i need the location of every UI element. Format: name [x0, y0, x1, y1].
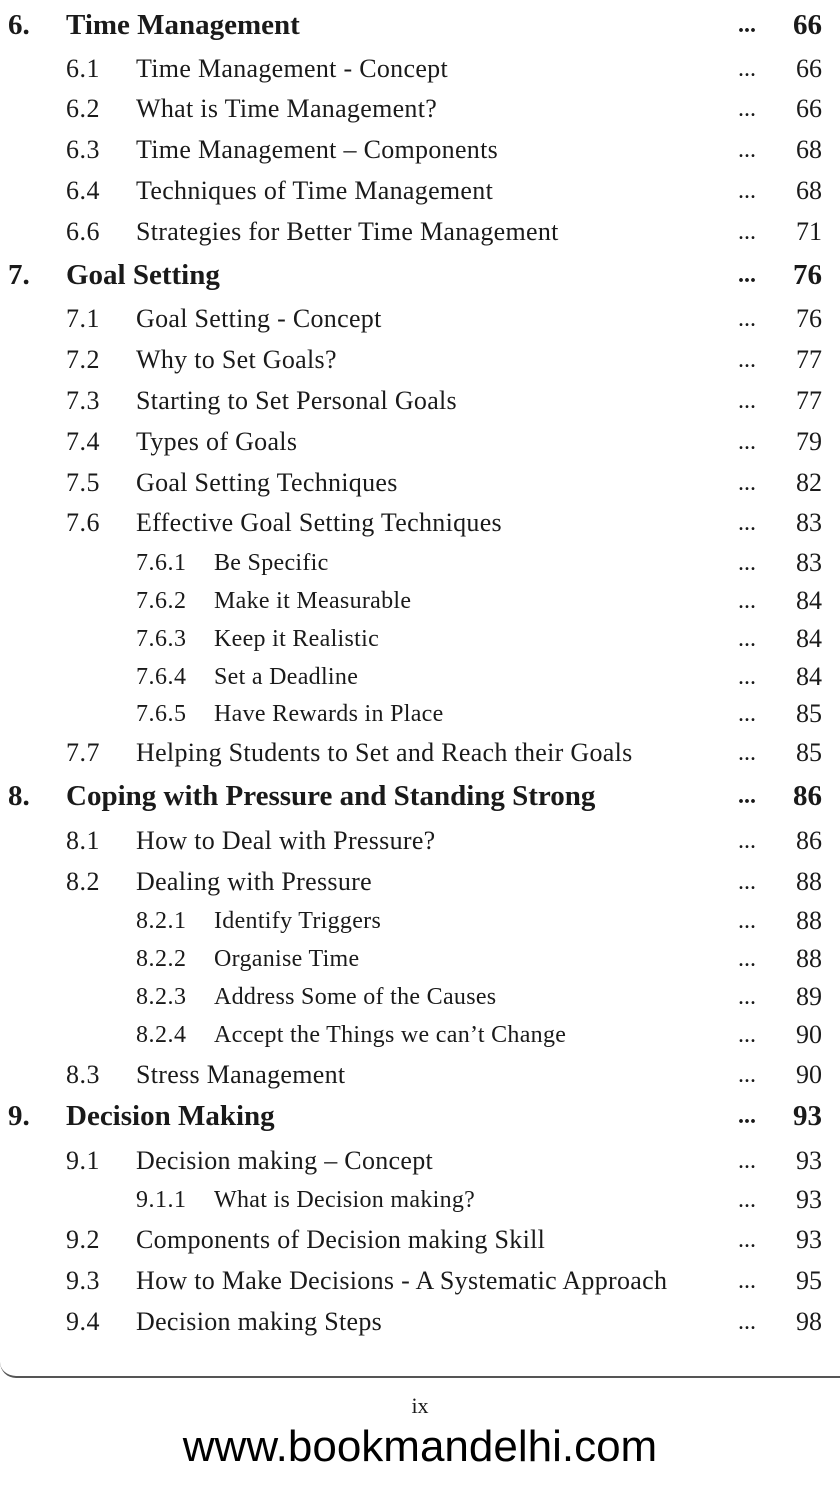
section-number: 9.3	[66, 1266, 100, 1295]
section-page: 77	[796, 345, 822, 374]
dot-leader: ...	[738, 740, 756, 766]
section-number: 6.3	[66, 135, 100, 164]
section-page: 83	[796, 508, 822, 537]
subsection-title: Set a Deadline	[214, 664, 359, 690]
dot-leader: ...	[738, 1103, 756, 1129]
chapter-title: Goal Setting	[66, 259, 220, 291]
section-entry	[0, 1302, 840, 1342]
subsection-number: 8.2.3	[136, 984, 187, 1010]
subsection-page: 88	[796, 906, 822, 935]
section-page: 93	[796, 1225, 822, 1254]
website-watermark: www.bookmandelhi.com	[182, 1422, 658, 1471]
section-number: 7.2	[66, 345, 100, 374]
subsection-number: 8.2.1	[136, 908, 187, 934]
section-title: How to Deal with Pressure?	[136, 826, 436, 855]
section-number: 6.6	[66, 217, 100, 246]
section-page: 82	[796, 468, 822, 497]
chapter-number: 8.	[8, 780, 30, 812]
section-entry	[0, 212, 840, 252]
section-title: Time Management – Components	[136, 135, 499, 164]
section-page: 79	[796, 427, 822, 456]
dot-leader: ...	[738, 869, 756, 895]
section-title: Decision making Steps	[136, 1307, 383, 1336]
section-page: 85	[796, 738, 822, 767]
section-page: 95	[796, 1266, 822, 1295]
section-number: 7.6	[66, 508, 100, 537]
section-entry	[0, 130, 840, 170]
chapter-title: Coping with Pressure and Standing Strong	[66, 780, 596, 812]
section-page: 98	[796, 1307, 822, 1336]
section-entry	[0, 1141, 840, 1181]
dot-leader: ...	[738, 828, 756, 854]
subsection-number: 8.2.2	[136, 946, 187, 972]
section-title: Decision making – Concept	[136, 1146, 434, 1175]
section-entry	[0, 862, 840, 902]
subsection-page: 84	[796, 662, 822, 691]
chapter-page: 93	[793, 1100, 822, 1132]
section-page: 93	[796, 1146, 822, 1175]
section-title: Goal Setting Techniques	[136, 468, 398, 497]
chapter-title: Decision Making	[66, 1100, 275, 1132]
subsection-page: 88	[796, 944, 822, 973]
section-number: 8.1	[66, 826, 100, 855]
dot-leader: ...	[738, 1227, 756, 1253]
section-page: 77	[796, 386, 822, 415]
subsection-entry	[0, 619, 840, 659]
section-entry	[0, 171, 840, 211]
section-entry	[0, 463, 840, 503]
section-title: What is Time Management?	[136, 94, 438, 123]
dot-leader: ...	[738, 1268, 756, 1294]
section-title: Types of Goals	[136, 427, 298, 456]
subsection-entry	[0, 1015, 840, 1055]
subsection-entry	[0, 581, 840, 621]
section-entry	[0, 1055, 840, 1095]
subsection-entry	[0, 977, 840, 1017]
chapter-number: 9.	[8, 1100, 30, 1132]
dot-leader: ...	[738, 908, 756, 934]
section-number: 8.3	[66, 1060, 100, 1089]
subsection-page: 90	[796, 1020, 822, 1049]
section-title: Effective Goal Setting Techniques	[136, 508, 502, 537]
subsection-title: Identify Triggers	[214, 908, 382, 934]
section-entry	[0, 340, 840, 380]
section-title: Strategies for Better Time Management	[136, 217, 559, 246]
section-entry	[0, 821, 840, 861]
dot-leader: ...	[738, 946, 756, 972]
section-page: 71	[796, 217, 822, 246]
section-entry	[0, 299, 840, 339]
section-number: 6.1	[66, 54, 100, 83]
subsection-title: Accept the Things we can’t Change	[214, 1022, 567, 1048]
section-entry	[0, 49, 840, 89]
subsection-page: 83	[796, 548, 822, 577]
section-page: 86	[796, 826, 822, 855]
dot-leader: ...	[738, 1022, 756, 1048]
chapter-number: 7.	[8, 259, 30, 291]
subsection-entry	[0, 1180, 840, 1220]
subsection-title: Address Some of the Causes	[214, 984, 497, 1010]
section-page: 68	[796, 135, 822, 164]
section-number: 7.1	[66, 304, 100, 333]
dot-leader: ...	[738, 347, 756, 373]
section-entry	[0, 1261, 840, 1301]
subsection-page: 85	[796, 699, 822, 728]
dot-leader: ...	[738, 1309, 756, 1335]
section-entry	[0, 503, 840, 543]
subsection-title: Have Rewards in Place	[214, 701, 444, 727]
dot-leader: ...	[738, 1148, 756, 1174]
section-page: 76	[796, 304, 822, 333]
subsection-title: Make it Measurable	[214, 588, 412, 614]
section-title: Techniques of Time Management	[136, 176, 494, 205]
chapter-page: 86	[793, 780, 822, 812]
dot-leader: ...	[738, 262, 756, 288]
subsection-page: 93	[796, 1185, 822, 1214]
dot-leader: ...	[738, 1187, 756, 1213]
subsection-page: 84	[796, 586, 822, 615]
section-title: Time Management - Concept	[136, 54, 448, 83]
dot-leader: ...	[738, 306, 756, 332]
dot-leader: ...	[738, 701, 756, 727]
dot-leader: ...	[738, 626, 756, 652]
subsection-entry	[0, 901, 840, 941]
chapter-8-entry	[0, 776, 840, 816]
dot-leader: ...	[738, 96, 756, 122]
subsection-entry	[0, 939, 840, 979]
section-number: 6.4	[66, 176, 100, 205]
section-number: 8.2	[66, 867, 100, 896]
dot-leader: ...	[738, 510, 756, 536]
subsection-number: 7.6.1	[136, 550, 187, 576]
dot-leader: ...	[738, 388, 756, 414]
section-entry	[0, 381, 840, 421]
subsection-title: Be Specific	[214, 550, 329, 576]
section-number: 9.4	[66, 1307, 100, 1336]
section-title: Starting to Set Personal Goals	[136, 386, 457, 415]
dot-leader: ...	[738, 550, 756, 576]
section-entry	[0, 89, 840, 129]
subsection-page: 89	[796, 982, 822, 1011]
chapter-page: 66	[793, 9, 822, 41]
section-page: 68	[796, 176, 822, 205]
section-page: 88	[796, 867, 822, 896]
section-page: 66	[796, 54, 822, 83]
section-number: 9.2	[66, 1225, 100, 1254]
section-number: 7.4	[66, 427, 100, 456]
dot-leader: ...	[738, 12, 756, 38]
chapter-number: 6.	[8, 9, 30, 41]
dot-leader: ...	[738, 137, 756, 163]
section-title: Goal Setting - Concept	[136, 304, 382, 333]
dot-leader: ...	[738, 178, 756, 204]
dot-leader: ...	[738, 984, 756, 1010]
section-number: 7.7	[66, 738, 100, 767]
chapter-page: 76	[793, 259, 822, 291]
dot-leader: ...	[738, 56, 756, 82]
dot-leader: ...	[738, 588, 756, 614]
subsection-entry	[0, 694, 840, 734]
chapter-7-entry	[0, 255, 840, 295]
section-entry	[0, 733, 840, 773]
subsection-number: 7.6.2	[136, 588, 187, 614]
subsection-number: 9.1.1	[136, 1187, 187, 1213]
subsection-page: 84	[796, 624, 822, 653]
subsection-title: What is Decision making?	[214, 1187, 476, 1213]
subsection-title: Keep it Realistic	[214, 626, 380, 652]
section-number: 9.1	[66, 1146, 100, 1175]
subsection-number: 7.6.5	[136, 701, 187, 727]
subsection-number: 8.2.4	[136, 1022, 187, 1048]
section-page: 90	[796, 1060, 822, 1089]
dot-leader: ...	[738, 783, 756, 809]
subsection-title: Organise Time	[214, 946, 360, 972]
chapter-title: Time Management	[66, 9, 300, 41]
dot-leader: ...	[738, 1062, 756, 1088]
chapter-9-entry	[0, 1096, 840, 1136]
section-page: 66	[796, 94, 822, 123]
section-title: Stress Management	[136, 1060, 346, 1089]
section-entry	[0, 1220, 840, 1260]
section-title: Components of Decision making Skill	[136, 1225, 546, 1254]
subsection-entry	[0, 543, 840, 583]
dot-leader: ...	[738, 219, 756, 245]
page-number: ix	[411, 1393, 429, 1418]
section-number: 6.2	[66, 94, 100, 123]
section-entry	[0, 422, 840, 462]
subsection-number: 7.6.4	[136, 664, 187, 690]
chapter-6-entry	[0, 5, 840, 45]
section-title: How to Make Decisions - A Systematic Approach	[136, 1266, 668, 1295]
section-title: Dealing with Pressure	[136, 867, 372, 896]
dot-leader: ...	[738, 470, 756, 496]
dot-leader: ...	[738, 429, 756, 455]
section-title: Helping Students to Set and Reach their Goals	[136, 738, 633, 767]
subsection-entry	[0, 657, 840, 697]
section-number: 7.3	[66, 386, 100, 415]
subsection-number: 7.6.3	[136, 626, 187, 652]
dot-leader: ...	[738, 664, 756, 690]
section-number: 7.5	[66, 468, 100, 497]
section-title: Why to Set Goals?	[136, 345, 337, 374]
